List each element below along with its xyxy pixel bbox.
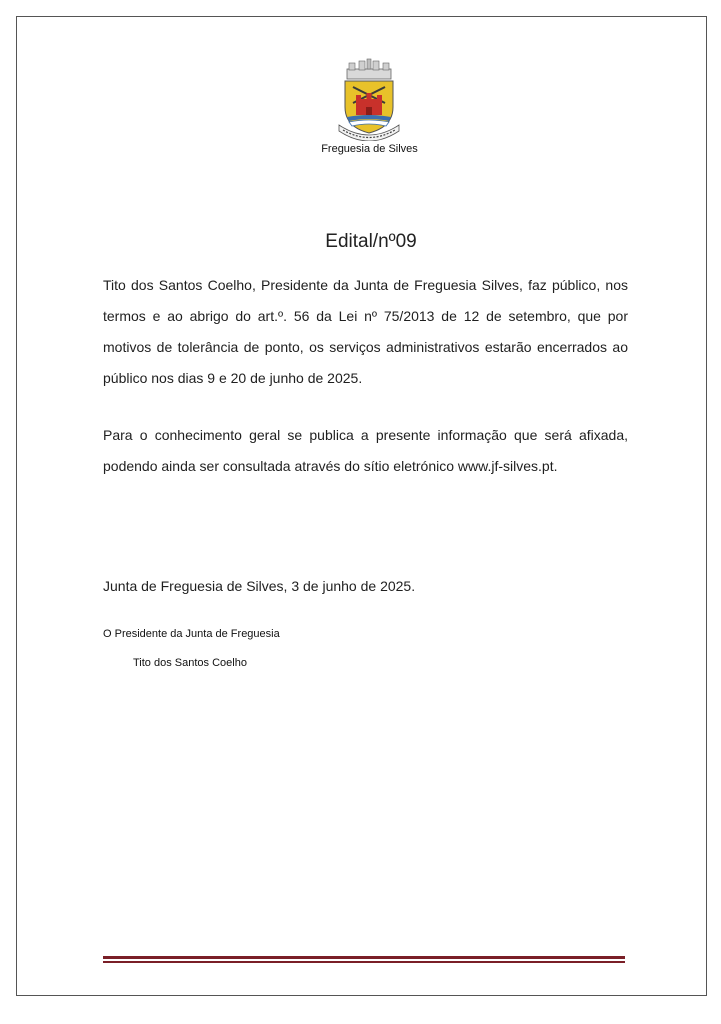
footer-divider xyxy=(103,956,625,968)
notice-paragraph: Tito dos Santos Coelho, Presidente da Junta de Freguesia Silves, faz público, nos termos e ao abrigo do art.º. 56 da Lei nº 75/2013 de 12 de setembro, que por motivos de tolerância de ponto, os serviços administrativos estarão encerrados ao público nos dias 9 e 20 de junho de 2025. xyxy=(103,277,628,386)
notice-title: Edital/nº09 xyxy=(325,231,417,252)
footer-line-thick xyxy=(103,956,625,959)
parish-coat-of-arms-icon xyxy=(329,55,409,141)
notice-paragraph: Para o conhecimento geral se publica a presente informação que será afixada, podendo ainda ser consultada através do sítio eletrónico www.jf-silves.pt. xyxy=(103,427,628,474)
place-date-line: Junta de Freguesia de Silves, 3 de junho de 2025. xyxy=(103,578,416,594)
signatory-role: O Presidente da Junta de Freguesia xyxy=(103,628,280,640)
document-page xyxy=(16,16,707,996)
parish-name: Freguesia de Silves xyxy=(321,143,418,155)
signatory-name: Tito dos Santos Coelho xyxy=(133,657,247,669)
footer-line-thin xyxy=(103,961,625,963)
